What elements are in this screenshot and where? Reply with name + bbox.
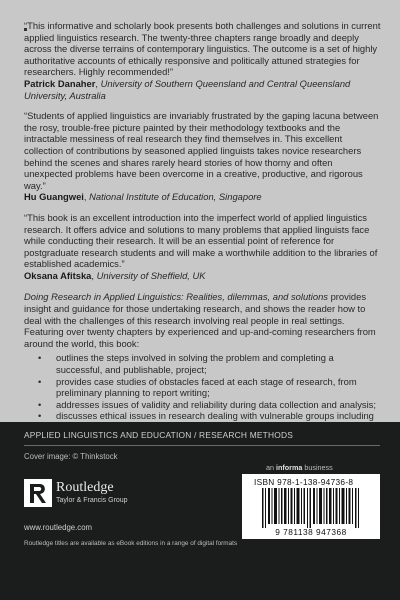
publisher-brand — [56, 480, 128, 505]
description-text: provides insight and guidance for those undertaking research, and shows the reader how to deal with the challenges of this research involving real people in real settings. Featuring over twenty chapters by experienced and up-and-coming researchers from around the world, this book: — [24, 291, 376, 349]
endorser-affiliation: University of Sheffield, UK — [96, 269, 206, 281]
ebook-disclaimer: Routledge titles are available as eBook editions in a range of digital formats — [24, 540, 238, 547]
footer-divider — [24, 445, 380, 446]
endorsement-2 — [24, 110, 382, 203]
endorsement-text: “Students of applied linguistics are invariably frustrated by the gaping lacuna between the rosy, trouble-free picture painted by their methodology textbooks and the intractable messiness of real research they find themselves in. This excellent collection of contributions by seasoned applied linguists takes novice researchers behind the scenes and shares rarely heard stories of how thorny and often unexpected problems have been overcome in a creative, productive, and rigorous way.” — [24, 110, 379, 191]
barcode-icon — [262, 488, 362, 528]
routledge-logo-icon — [24, 479, 52, 507]
barcode-panel — [242, 474, 380, 539]
feature-item: • outlines the steps involved in solving the problem and completing a successful, and publishable, project; — [38, 352, 382, 375]
endorsement-text: “This book is an excellent introduction into the imperfect world of applied linguistics research. It offers advice and solutions to many problems that applied linguists face while conducting their research. It will be an essential point of reference for postgraduate research students and will make a worthwhile addition to the libraries of established academics.” — [24, 211, 378, 270]
publisher-name: Routledge — [56, 480, 114, 495]
endorsement-text: “This informative and scholarly book presents both challenges and solutions in current applied linguistics research. The twenty-three chapters range broadly and deeply across the diverse terrains of contemporary linguistics. The outcome is a set of highly authoritative accounts of ethically responsive and politically attuned strategies for researchers. Highly recommended!” — [24, 20, 381, 78]
endorsement-attribution: Patrick Danaher, University of Southern Queensland and Central Queensland University, Australia — [24, 77, 351, 101]
series-label: APPLIED LINGUISTICS AND EDUCATION / RESEARCH METHODS — [24, 430, 293, 440]
barcode-digits: 9 781138 947368 — [275, 527, 347, 537]
endorser-name: Oksana Afitska — [24, 269, 92, 281]
isbn-text: ISBN 978-1-138-94736-8 — [254, 477, 354, 487]
endorsement-attribution: Hu Guangwei, National Institute of Education, Singapore — [24, 191, 262, 203]
content-column — [24, 0, 382, 422]
feature-item: • addresses issues of validity and reliability during data collection and analysis; — [38, 399, 382, 411]
feature-list — [24, 352, 382, 422]
informa-prefix: an — [266, 463, 276, 472]
informa-tag — [266, 463, 333, 472]
endorsement-attribution: Oksana Afitska, University of Sheffield, UK — [24, 269, 206, 281]
endorser-affiliation: University of Southern Queensland and Central Queensland University, Australia — [24, 77, 351, 101]
endorsement-3 — [24, 212, 382, 282]
informa-suffix: business — [302, 463, 333, 472]
book-description — [24, 291, 382, 349]
endorser-affiliation: National Institute of Education, Singapore — [89, 191, 262, 203]
feature-item: • discusses ethical issues in research dealing with vulnerable groups including — [38, 410, 382, 422]
publisher-group: Taylor & Francis Group — [56, 497, 128, 504]
cover-image-credit: Cover image: © Thinkstock — [24, 452, 118, 461]
feature-item: • provides case studies of obstacles faced at each stage of research, from preliminary planning to report writing; — [38, 376, 382, 399]
footer-band — [0, 422, 400, 600]
endorser-name: Hu Guangwei — [24, 191, 84, 203]
book-title: Doing Research in Applied Linguistics: Realities, dilemmas, and solutions — [24, 291, 328, 303]
endorser-name: Patrick Danaher — [24, 77, 96, 89]
informa-brand: informa — [276, 463, 303, 472]
publisher-website: www.routledge.com — [24, 523, 93, 532]
endorsement-1 — [24, 20, 382, 101]
